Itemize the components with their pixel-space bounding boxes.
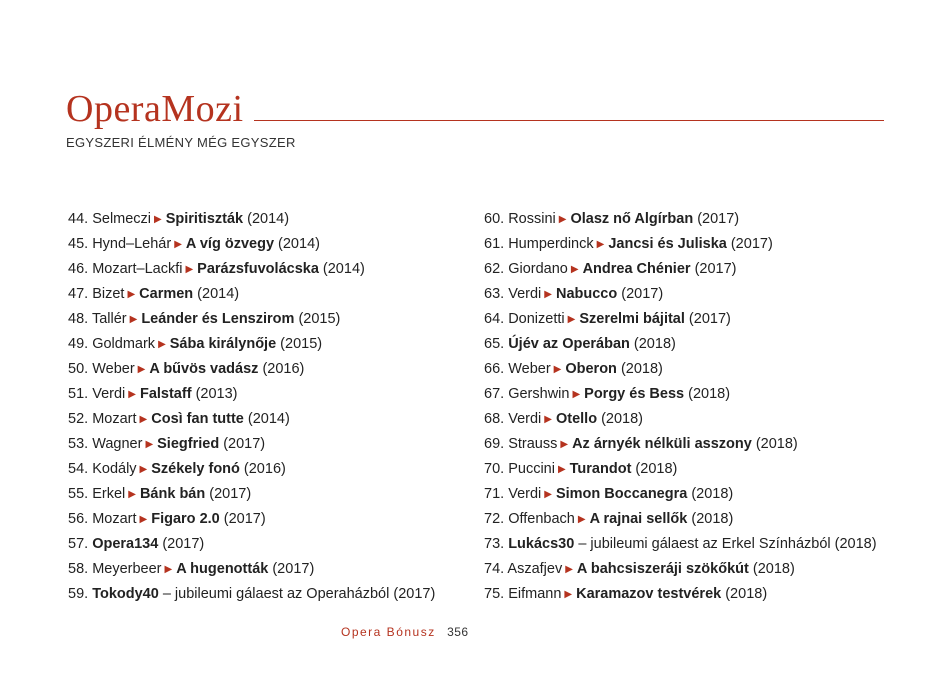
opera-title: A bűvös vadász: [149, 361, 259, 377]
composer-name: Mozart–Lackfi: [92, 261, 183, 277]
composer-name: Donizetti: [508, 311, 565, 327]
item-number: 72.: [484, 511, 505, 527]
list-item: [484, 257, 904, 282]
triangle-right-icon: ▶: [139, 464, 148, 475]
composer-name: Gershwin: [508, 386, 570, 402]
page-footer: [341, 625, 469, 639]
item-number: 46.: [68, 261, 89, 277]
opera-title: A bahcsiszeráji szökőkút: [576, 561, 749, 577]
triangle-right-icon: ▶: [557, 464, 566, 475]
item-detail: (2014): [243, 211, 290, 227]
opera-title: Bánk bán: [139, 486, 206, 502]
list-item: [68, 532, 468, 557]
item-number: 66.: [484, 361, 505, 377]
opera-title: Opera134: [92, 536, 159, 552]
item-number: 74.: [484, 561, 505, 577]
item-number: 63.: [484, 286, 505, 302]
item-number: 65.: [484, 336, 505, 352]
item-number: 73.: [484, 536, 505, 552]
list-item: [484, 507, 904, 532]
title-rule: [254, 120, 884, 121]
composer-name: Erkel: [92, 486, 126, 502]
opera-title: Olasz nő Algírban: [570, 211, 694, 227]
opera-title: Falstaff: [139, 386, 192, 402]
composer-name: Bizet: [92, 286, 125, 302]
composer-name: Mozart: [92, 411, 137, 427]
item-number: 57.: [68, 536, 89, 552]
composer-name: Verdi: [92, 386, 126, 402]
item-number: 50.: [68, 361, 89, 377]
item-detail: (2017): [684, 311, 731, 327]
triangle-right-icon: ▶: [139, 514, 148, 525]
opera-title: Otello: [555, 411, 598, 427]
item-detail: (2018): [629, 336, 676, 352]
composer-name: Aszafjev: [507, 561, 563, 577]
item-detail: (2018): [616, 361, 663, 377]
list-column-left: [68, 207, 468, 607]
triangle-right-icon: ▶: [570, 264, 579, 275]
triangle-right-icon: ▶: [129, 314, 138, 325]
triangle-right-icon: ▶: [128, 389, 136, 400]
list-item: [68, 232, 468, 257]
composer-name: Verdi: [508, 486, 542, 502]
composer-name: Giordano: [508, 261, 568, 277]
opera-title: Così fan tutte: [151, 411, 244, 427]
triangle-right-icon: ▶: [185, 264, 194, 275]
item-number: 53.: [68, 436, 89, 452]
list-item: [484, 557, 904, 582]
triangle-right-icon: ▶: [560, 439, 569, 450]
item-number: 47.: [68, 286, 89, 302]
opera-title: Oberon: [565, 361, 617, 377]
page-number: 356: [447, 625, 469, 639]
list-item: [484, 432, 904, 457]
item-detail: (2017): [693, 211, 740, 227]
list-item: [68, 257, 468, 282]
item-number: 52.: [68, 411, 89, 427]
item-detail: (2018): [687, 486, 734, 502]
opera-title: Turandot: [569, 461, 632, 477]
opera-title: Carmen: [139, 286, 194, 302]
item-number: 69.: [484, 436, 505, 452]
item-detail: (2017): [219, 436, 266, 452]
composer-name: Offenbach: [508, 511, 575, 527]
composer-name: Wagner: [92, 436, 143, 452]
composer-name: Puccini: [508, 461, 555, 477]
title-row: [66, 88, 884, 130]
opera-title: Az árnyék nélküli asszony: [572, 436, 752, 452]
item-detail: (2016): [239, 461, 286, 477]
opera-title: A hugenották: [176, 561, 269, 577]
list-item: [484, 307, 904, 332]
item-detail: (2017): [726, 236, 773, 252]
opera-title: Nabucco: [555, 286, 618, 302]
list-item: [68, 407, 468, 432]
item-number: 58.: [68, 561, 89, 577]
composer-name: Mozart: [92, 511, 137, 527]
list-item: [484, 357, 904, 382]
triangle-right-icon: ▶: [544, 489, 552, 500]
item-detail: (2018): [687, 511, 734, 527]
composer-name: Selmeczi: [92, 211, 152, 227]
item-detail: (2014): [193, 286, 240, 302]
list-item: [484, 232, 904, 257]
list-item: [68, 282, 468, 307]
item-detail: (2015): [276, 336, 323, 352]
item-number: 55.: [68, 486, 89, 502]
item-number: 54.: [68, 461, 89, 477]
list-item: [484, 532, 904, 557]
composer-name: Goldmark: [92, 336, 156, 352]
triangle-right-icon: ▶: [564, 589, 573, 600]
item-detail: (2014): [318, 261, 365, 277]
item-number: 45.: [68, 236, 89, 252]
opera-title: Tokody40: [92, 586, 159, 602]
list-item: [68, 582, 468, 607]
list-item: [68, 482, 468, 507]
composer-name: Verdi: [508, 286, 542, 302]
item-number: 51.: [68, 386, 89, 402]
item-detail: (2017): [268, 561, 315, 577]
list-item: [68, 507, 468, 532]
list-item: [484, 482, 904, 507]
footer-section-label: Opera Bónusz: [341, 625, 436, 639]
item-number: 49.: [68, 336, 89, 352]
opera-title: Karamazov testvérek: [576, 586, 722, 602]
composer-name: Weber: [508, 361, 551, 377]
opera-title: Jancsi és Juliska: [608, 236, 727, 252]
item-number: 70.: [484, 461, 505, 477]
triangle-right-icon: ▶: [128, 489, 136, 500]
list-item: [484, 382, 904, 407]
item-detail: (2018): [748, 561, 795, 577]
triangle-right-icon: ▶: [158, 339, 166, 350]
opera-title: Andrea Chénier: [582, 261, 691, 277]
list-column-right: [484, 207, 904, 607]
item-detail: (2014): [274, 236, 320, 252]
item-detail: (2017): [205, 486, 252, 502]
opera-title: Figaro 2.0: [151, 511, 220, 527]
list-item: [68, 357, 468, 382]
item-detail: (2018): [631, 461, 678, 477]
list-item: [68, 457, 468, 482]
list-item: [68, 432, 468, 457]
item-detail: (2017): [158, 536, 205, 552]
triangle-right-icon: ▶: [572, 389, 581, 400]
list-item: [484, 457, 904, 482]
triangle-right-icon: ▶: [154, 214, 162, 225]
opera-title: Szerelmi bájital: [579, 311, 685, 327]
item-number: 59.: [68, 586, 89, 602]
list-item: [68, 332, 468, 357]
item-number: 60.: [484, 211, 505, 227]
list-item: [484, 207, 904, 232]
item-number: 64.: [484, 311, 505, 327]
opera-title: Lukács30: [508, 536, 575, 552]
item-detail: (2017): [219, 511, 266, 527]
item-detail: (2017): [617, 286, 664, 302]
item-detail: (2013): [191, 386, 238, 402]
triangle-right-icon: ▶: [164, 564, 173, 575]
list-item: [68, 307, 468, 332]
opera-title: Újév az Operában: [508, 336, 630, 352]
item-detail: (2014): [243, 411, 290, 427]
triangle-right-icon: ▶: [558, 214, 567, 225]
opera-title: Porgy és Bess: [584, 386, 685, 402]
triangle-right-icon: ▶: [145, 439, 154, 450]
page-title: OperaMozi: [66, 88, 244, 130]
triangle-right-icon: ▶: [139, 414, 148, 425]
opera-title: Simon Boccanegra: [555, 486, 688, 502]
opera-title: A rajnai sellők: [589, 511, 688, 527]
composer-name: Meyerbeer: [92, 561, 162, 577]
page-subtitle: EGYSZERI ÉLMÉNY MÉG EGYSZER: [66, 135, 296, 150]
opera-title: Parázsfuvolácska: [197, 261, 319, 277]
composer-name: Strauss: [508, 436, 558, 452]
item-detail: (2015): [294, 311, 341, 327]
opera-title: Leánder és Lenszirom: [141, 311, 295, 327]
item-number: 61.: [484, 236, 505, 252]
triangle-right-icon: ▶: [553, 364, 562, 375]
item-detail: – jubileumi gálaest az Operaházból (2017): [158, 586, 436, 602]
composer-name: Eifmann: [508, 586, 562, 602]
opera-title: Székely fonó: [151, 461, 240, 477]
triangle-right-icon: ▶: [174, 239, 182, 250]
triangle-right-icon: ▶: [127, 289, 136, 300]
triangle-right-icon: ▶: [565, 564, 573, 575]
opera-title: Spiritiszták: [165, 211, 244, 227]
list-item: [68, 382, 468, 407]
item-detail: (2017): [690, 261, 737, 277]
item-number: 48.: [68, 311, 89, 327]
item-detail: (2018): [721, 586, 768, 602]
item-detail: (2016): [258, 361, 305, 377]
opera-title: Sába királynője: [169, 336, 277, 352]
list-item: [68, 207, 468, 232]
list-item: [484, 582, 904, 607]
triangle-right-icon: ▶: [544, 414, 552, 425]
item-detail: (2018): [684, 386, 731, 402]
list-item: [484, 282, 904, 307]
item-number: 68.: [484, 411, 505, 427]
item-number: 71.: [484, 486, 505, 502]
composer-name: Weber: [92, 361, 135, 377]
composer-name: Humperdinck: [508, 236, 594, 252]
page-header: [66, 88, 884, 150]
composer-name: Tallér: [91, 311, 127, 327]
triangle-right-icon: ▶: [577, 514, 586, 525]
item-number: 67.: [484, 386, 505, 402]
composer-name: Verdi: [508, 411, 542, 427]
list-item: [68, 557, 468, 582]
item-detail: – jubileumi gálaest az Erkel Színházból (2018): [574, 536, 877, 552]
triangle-right-icon: ▶: [596, 239, 605, 250]
item-number: 75.: [484, 586, 505, 602]
item-number: 44.: [68, 211, 89, 227]
item-detail: (2018): [751, 436, 798, 452]
list-item: [484, 332, 904, 357]
composer-name: Hynd–Lehár: [92, 236, 172, 252]
list-item: [484, 407, 904, 432]
item-number: 62.: [484, 261, 505, 277]
triangle-right-icon: ▶: [137, 364, 146, 375]
composer-name: Rossini: [508, 211, 556, 227]
triangle-right-icon: ▶: [567, 314, 576, 325]
composer-name: Kodály: [92, 461, 137, 477]
triangle-right-icon: ▶: [544, 289, 552, 300]
item-number: 56.: [68, 511, 89, 527]
item-detail: (2018): [597, 411, 644, 427]
opera-title: A víg özvegy: [185, 236, 275, 252]
opera-title: Siegfried: [157, 436, 220, 452]
